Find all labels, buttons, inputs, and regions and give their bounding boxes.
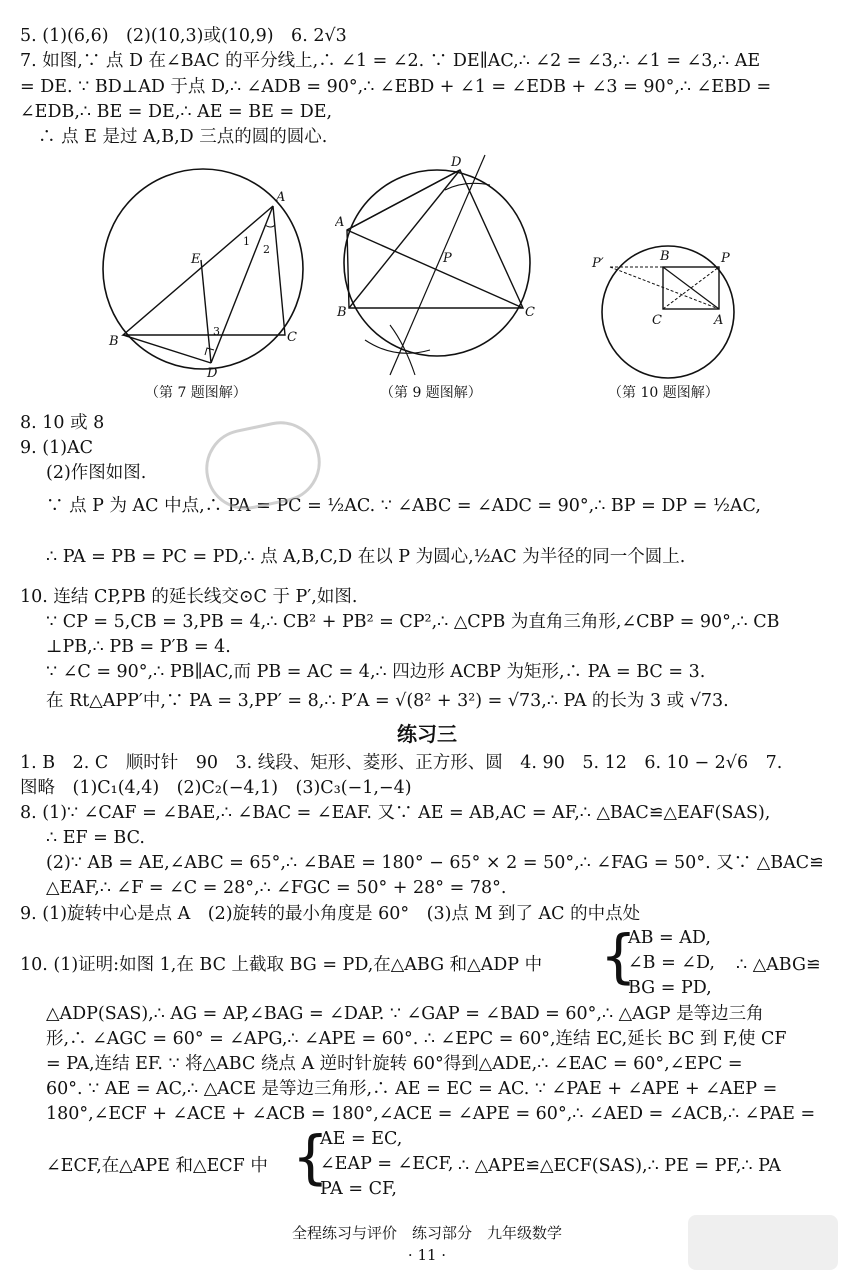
fig7-angle-1: 1 [243, 235, 250, 248]
answer-line: 8. (1)∵ ∠CAF = ∠BAE,∴ ∠BAC = ∠EAF. 又∵ AE = AB,AC = AF,∴ △BAC≌△EAF(SAS), [20, 803, 771, 823]
brace: { [292, 1123, 329, 1191]
answer-line: ∠ECF,在△APE 和△ECF 中 [46, 1156, 268, 1176]
answer-line: △ADP(SAS),∴ AG = AP,∠BAG = ∠DAP. ∵ ∠GAP = ∠BAD = 60°,∴ △AGP 是等边三角 [46, 1004, 764, 1024]
section-title: 练习三 [397, 722, 457, 746]
fig7-label-e: E [191, 252, 201, 267]
figure-7 [95, 165, 315, 380]
answer-line: 7. 如图,∵ 点 D 在∠BAC 的平分线上,∴ ∠1 = ∠2. ∵ DE∥AC,∴ ∠2 = ∠3,∴ ∠1 = ∠3,∴ AE [20, 51, 761, 71]
fig7-label-b: B [109, 334, 119, 349]
fig10-label-b: B [660, 249, 670, 264]
caption-fig10: （第 10 题图解） [608, 385, 719, 401]
answer-line: △EAF,∴ ∠F = ∠C = 28°,∴ ∠FGC = 50° + 28° = 78°. [46, 878, 507, 898]
answer-line: ∴ PA = PB = PC = PD,∴ 点 A,B,C,D 在以 P 为圆心,½AC 为半径的同一个圆上. [46, 547, 686, 567]
answer-line: 在 Rt△APP′中,∵ PA = 3,PP′ = 8,∴ P′A = √(8² + 3²) = √73,∴ PA 的长为 3 或 √73. [46, 691, 729, 711]
brace-line: BG = PD, [628, 978, 712, 998]
fig9-label-c: C [525, 305, 535, 320]
fig9-label-p: P [443, 251, 452, 266]
answer-line: (2)作图如图. [46, 463, 147, 483]
answer-line: = DE. ∵ BD⊥AD 于点 D,∴ ∠ADB = 90°,∴ ∠EBD + ∠1 = ∠EDB + ∠3 = 90°,∴ ∠EBD = [20, 77, 772, 97]
answer-line: ∴ △APE≌△ECF(SAS),∴ PE = PF,∴ PA [458, 1156, 781, 1176]
answer-line: 9. (1)AC [20, 438, 94, 458]
footer-title: 全程练习与评价 练习部分 九年级数学 [291, 1224, 562, 1242]
fig9-label-d: D [451, 155, 462, 170]
answer-line: 10. 连结 CP,PB 的延长线交⊙C 于 P′,如图. [20, 587, 358, 607]
fig7-label-d: D [207, 366, 218, 380]
page-number: · 11 · [407, 1246, 447, 1264]
fig7-angle-2: 2 [263, 243, 270, 256]
answer-line: 10. (1)证明:如图 1,在 BC 上截取 BG = PD,在△ABG 和△ADP 中 [20, 955, 543, 975]
fig10-label-p-prime: P′ [592, 256, 604, 271]
answer-line: 8. 10 或 8 [20, 413, 105, 433]
fig7-angle-3: 3 [213, 325, 220, 338]
brace-line: AE = EC, [320, 1129, 403, 1149]
answer-line: 1. B 2. C 顺时针 90 3. 线段、矩形、菱形、正方形、圆 4. 90 5. 12 6. 10 − 2√6 7. [20, 753, 783, 773]
caption-fig9: （第 9 题图解） [380, 385, 482, 401]
answer-line: = PA,连结 EF. ∵ 将△ABC 绕点 A 逆时针旋转 60°得到△ADE,∴ ∠EAC = 60°,∠EPC = [46, 1054, 743, 1074]
answer-line: 图略 (1)C₁(4,4) (2)C₂(−4,1) (3)C₃(−1,−4) [20, 778, 412, 798]
fig7-label-a: A [276, 190, 286, 205]
answer-line: ∠EDB,∴ BE = DE,∴ AE = BE = DE, [20, 102, 333, 122]
fig10-label-c: C [652, 313, 662, 328]
brace-line: ∠B = ∠D, [628, 953, 715, 973]
brace-line: AB = AD, [628, 928, 711, 948]
answer-line: ∵ ∠C = 90°,∴ PB∥AC,而 PB = AC = 4,∴ 四边形 ACBP 为矩形,∴ PA = BC = 3. [46, 662, 706, 682]
brace-line: ∠EAP = ∠ECF, [320, 1154, 454, 1174]
answer-line: 60°. ∵ AE = AC,∴ △ACE 是等边三角形,∴ AE = EC = AC. ∵ ∠PAE + ∠APE + ∠AEP = [46, 1079, 778, 1099]
answer-line: ∵ CP = 5,CB = 3,PB = 4,∴ CB² + PB² = CP²,∴ △CPB 为直角三角形,∠CBP = 90°,∴ CB [46, 612, 780, 632]
figure-9 [335, 150, 540, 380]
answer-line: 5. (1)(6,6) (2)(10,3)或(10,9) 6. 2√3 [20, 26, 347, 46]
fig9-label-b: B [337, 305, 347, 320]
answer-line: ∴ △ABG≌ [736, 955, 821, 975]
answer-line: ∵ 点 P 为 AC 中点,∴ PA = PC = ½AC. ∵ ∠ABC = ∠ADC = 90°,∴ BP = DP = ½AC, [46, 496, 761, 516]
brace-line: PA = CF, [320, 1179, 397, 1199]
caption-fig7: （第 7 题图解） [145, 385, 247, 401]
fig10-label-p: P [721, 251, 730, 266]
answer-line: (2)∵ AB = AE,∠ABC = 65°,∴ ∠BAE = 180° − 65° × 2 = 50°,∴ ∠FAG = 50°. 又∵ △BAC≌ [46, 853, 824, 873]
fig7-label-c: C [287, 330, 297, 345]
answer-line: 形,∴ ∠AGC = 60° = ∠APG,∴ ∠APE = 60°. ∴ ∠EPC = 60°,连结 EC,延长 BC 到 F,使 CF [46, 1029, 787, 1049]
fig10-label-a: A [714, 313, 724, 328]
answer-line: ⊥PB,∴ PB = P′B = 4. [46, 637, 231, 657]
fig9-label-a: A [335, 215, 345, 230]
answer-line: ∴ EF = BC. [46, 828, 145, 848]
answer-line: 9. (1)旋转中心是点 A (2)旋转的最小角度是 60° (3)点 M 到了 AC 的中点处 [20, 904, 641, 924]
brace: { [600, 922, 637, 990]
figure-10 [590, 240, 740, 380]
answer-line: ∴ 点 E 是过 A,B,D 三点的圆的圆心. [38, 127, 328, 147]
answer-line: 180°,∠ECF + ∠ACE + ∠ACB = 180°,∠ACE = ∠APE = 60°,∴ ∠AED = ∠ACB,∴ ∠PAE = [46, 1104, 816, 1124]
